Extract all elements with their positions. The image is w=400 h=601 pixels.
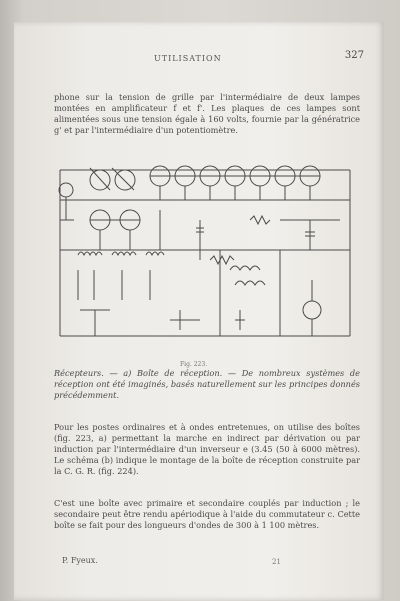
coil-4 <box>230 266 260 270</box>
resistor-1 <box>210 256 234 264</box>
bus-lines <box>60 170 350 336</box>
resistor-2 <box>250 216 270 224</box>
coil-2 <box>112 252 136 255</box>
signature: P. Fyeux. <box>62 556 98 565</box>
paragraph-3: Pour les postes ordinaires et à ondes entretenues, on utilise des boîtes (fig. 223, a) permettant la marche en indirect par dérivation ou par induction par l'intermédiaire d'un inverseur e (3.45 (50 à 6000 mètres). Le schéma (b) indique le montage de la boîte de réception construite par la C. G. R. (fig. 224). <box>54 422 360 476</box>
running-title: UTILISATION <box>154 54 222 63</box>
paragraph-4: C'est une boîte avec primaire et secondaire couplés par induction ; le secondaire peut être rendu apériodique à l'aide du commutateur c. Cette boîte se fait pour des longueurs d'ondes de 300 à 1 100 mètres. <box>54 498 360 530</box>
potentiometer <box>80 310 200 336</box>
page-header <box>54 52 364 66</box>
document-page <box>14 22 384 600</box>
coil-5 <box>235 281 265 285</box>
coil-1 <box>78 252 102 255</box>
footer-mark: 21 <box>272 558 281 566</box>
generator-g-prime <box>303 301 321 319</box>
circuit-diagram <box>50 160 370 356</box>
paragraph-1: phone sur la tension de grille par l'intermédiaire de deux lampes montées en amplificateur f et f'. Les plaques de ces lampes sont alimentées sous une tension égale à 160 volts, fournie par la génératrice g' et par l'intermédiaire d'un potentiomètre. <box>54 92 360 135</box>
coil-3 <box>146 252 164 255</box>
figure-caption: Fig. 223. <box>180 361 208 368</box>
lamp-f-prime <box>115 170 135 190</box>
capacitor-2 <box>280 220 340 250</box>
page-number: 327 <box>344 50 364 61</box>
capacitor-1 <box>196 220 204 260</box>
paragraph-2: Récepteurs. — a) Boîte de réception. — De nombreux systèmes de réception ont été imaginés, basés naturellement sur les principes donnés précédemment. <box>54 368 360 400</box>
microphone-symbol <box>59 183 73 197</box>
